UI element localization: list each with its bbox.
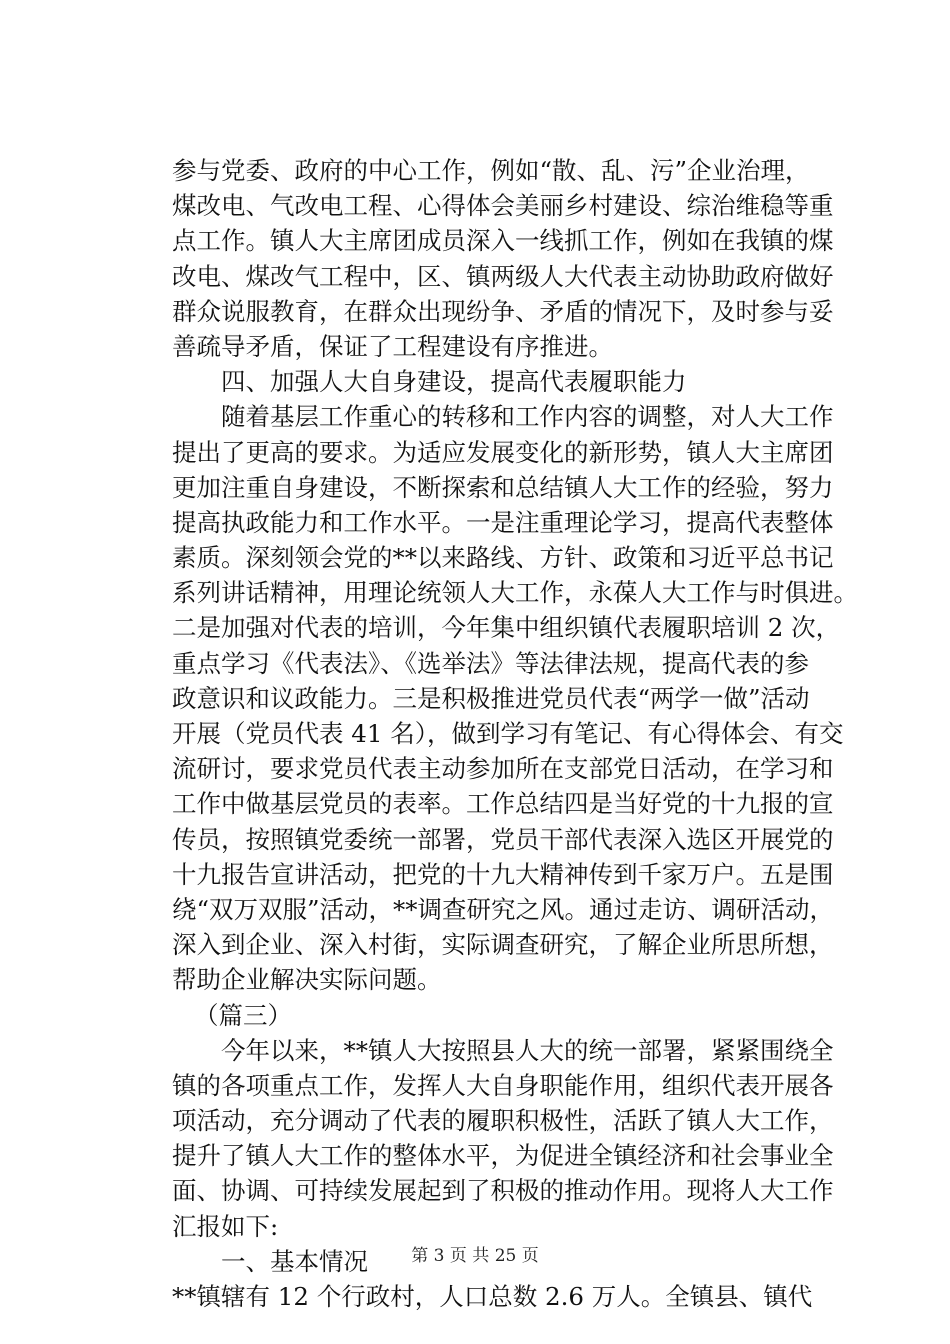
text-line: 改电、煤改气工程中，区、镇两级人大代表主动协助政府做好 — [172, 261, 834, 291]
text-line: 工作中做基层党员的表率。工作总结四是当好党的十九报的宣 — [172, 789, 834, 819]
paragraph-start: 随着基层工作重心的转移和工作内容的调整，对人大工作 — [221, 402, 834, 432]
text-line: 点工作。镇人大主席团成员深入一线抓工作，例如在我镇的煤 — [172, 226, 834, 256]
text-line: 提出了更高的要求。为适应发展变化的新形势，镇人大主席团 — [172, 437, 834, 467]
text-line: 更加注重自身建设，不断探索和总结镇人大工作的经验，努力 — [172, 472, 834, 502]
section-heading: 四、加强人大自身建设，提高代表履职能力 — [221, 367, 687, 397]
text-line: **镇辖有 12 个行政村，人口总数 2.6 万人。全镇县、镇代 — [172, 1282, 813, 1311]
text-line: 开展（党员代表 41 名），做到学习有笔记、有心得体会、有交 — [172, 719, 844, 748]
text-line: 提升了镇人大工作的整体水平，为促进全镇经济和社会事业全 — [172, 1141, 834, 1171]
text-line: 系列讲话精神，用理论统领人大工作，永葆人大工作与时俱进。 — [172, 578, 858, 608]
text-line: 面、协调、可持续发展起到了积极的推动作用。现将人大工作 — [172, 1176, 834, 1206]
text-line: 提高执政能力和工作水平。一是注重理论学习，提高代表整体 — [172, 507, 834, 537]
text-line: 深入到企业、深入村街，实际调查研究，了解企业所思所想， — [172, 930, 834, 960]
paragraph-start: 今年以来，**镇人大按照县人大的统一部署，紧紧围绕全 — [221, 1035, 834, 1065]
text-line: 传员，按照镇党委统一部署，党员干部代表深入选区开展党的 — [172, 824, 834, 854]
text-line: 十九报告宣讲活动，把党的十九大精神传到千家万户。五是围 — [172, 859, 834, 889]
text-line: 二是加强对代表的培训，今年集中组织镇代表履职培训 2 次， — [172, 613, 841, 643]
document-body — [172, 153, 858, 1314]
text-line: 绕“双万双服”活动，**调查研究之风。通过走访、调研活动， — [172, 894, 835, 924]
text-line: 汇报如下: — [172, 1211, 279, 1241]
text-line: 镇的各项重点工作，发挥人大自身职能作用，组织代表开展各 — [172, 1070, 834, 1100]
text-line: 素质。深刻领会党的**以来路线、方针、政策和习近平总书记 — [172, 543, 834, 573]
text-line: 流研讨，要求党员代表主动参加所在支部党日活动，在学习和 — [172, 754, 834, 784]
text-line: 帮助企业解决实际问题。 — [172, 965, 442, 995]
page-number-footer: 第 3 页 共 25 页 — [411, 1246, 539, 1266]
text-line: 政意识和议政能力。三是积极推进党员代表“两学一做”活动 — [172, 683, 810, 713]
text-line: 善疏导矛盾，保证了工程建设有序推进。 — [172, 331, 613, 361]
text-line: 群众说服教育，在群众出现纷争、矛盾的情况下，及时参与妥 — [172, 296, 834, 326]
text-line: 重点学习《代表法》、《选举法》等法律法规，提高代表的参 — [172, 648, 809, 678]
text-line: 煤改电、气改电工程、心得体会美丽乡村建设、综治维稳等重 — [172, 191, 834, 221]
text-line: 项活动，充分调动了代表的履职积极性，活跃了镇人大工作， — [172, 1106, 834, 1136]
text-line: 参与党委、政府的中心工作，例如“散、乱、污”企业治理， — [172, 156, 810, 185]
section-heading: 一、基本情况 — [221, 1246, 368, 1276]
part-heading: （篇三） — [194, 1000, 292, 1030]
